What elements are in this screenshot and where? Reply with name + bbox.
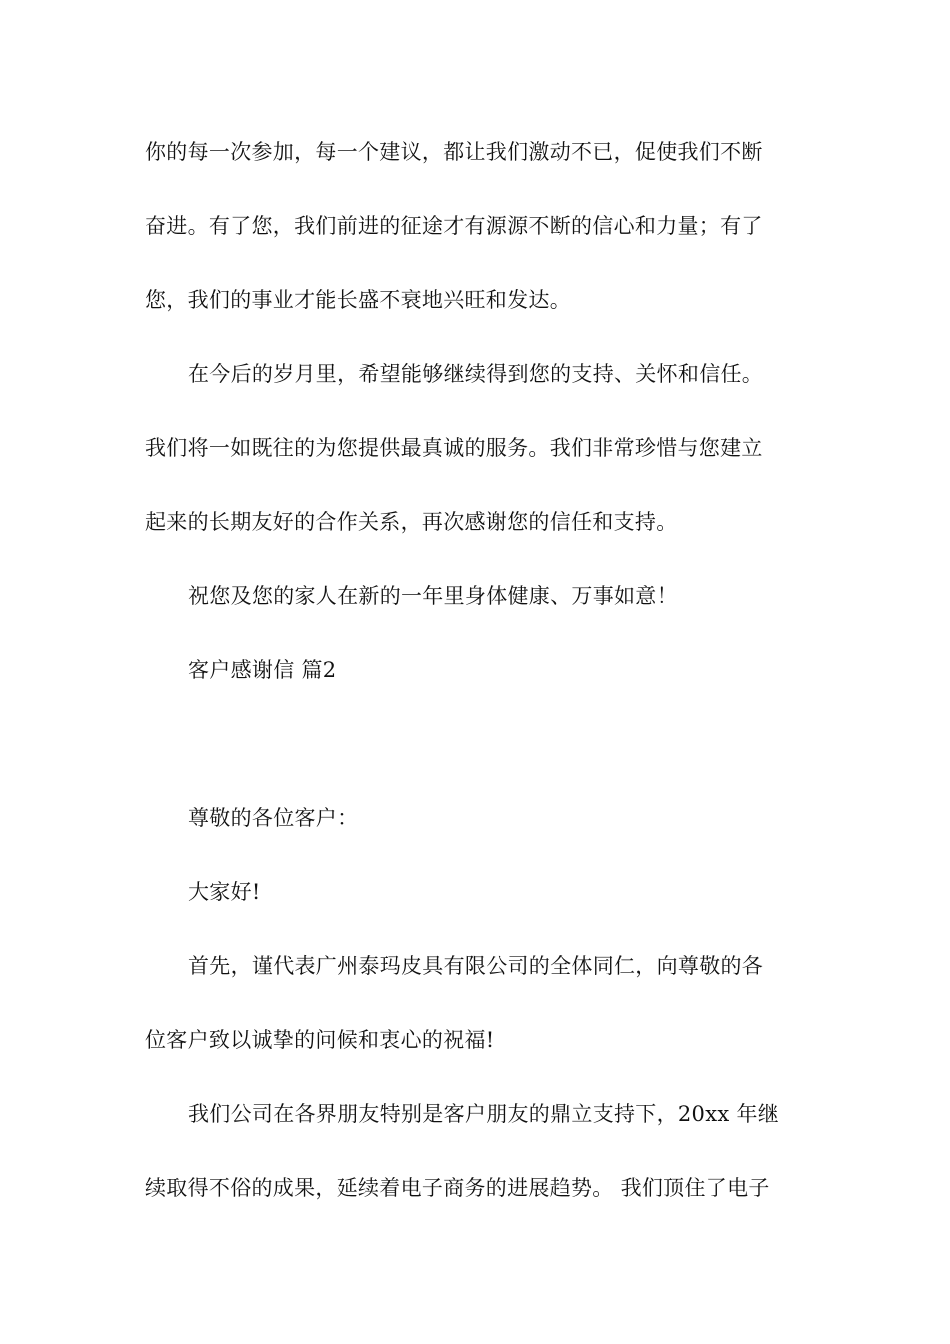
salutation: 尊敬的各位客户：: [188, 806, 359, 830]
paragraph-line: 您，我们的事业才能长盛不衰地兴旺和发达。: [145, 288, 571, 312]
paragraph-line: 我们将一如既往的为您提供最真诚的服务。我们非常珍惜与您建立: [145, 436, 763, 460]
paragraph-line: 起来的长期友好的合作关系，再次感谢您的信任和支持。: [145, 510, 678, 534]
paragraph-line: 奋进。有了您，我们前进的征途才有源源不断的信心和力量；有了: [145, 214, 763, 238]
paragraph-line: 位客户致以诚挚的问候和衷心的祝福!: [145, 1028, 495, 1052]
paragraph-line: 我们公司在各界朋友特别是客户朋友的鼎立支持下，20xx 年继: [188, 1102, 780, 1126]
paragraph-line: 首先，谨代表广州泰玛皮具有限公司的全体同仁，向尊敬的各: [188, 954, 764, 978]
paragraph-line: 在今后的岁月里，希望能够继续得到您的支持、关怀和信任。: [188, 362, 764, 386]
section-heading: 客户感谢信 篇2: [188, 658, 337, 682]
paragraph-line: 你的每一次参加，每一个建议，都让我们激动不已，促使我们不断: [145, 140, 763, 164]
paragraph-line: 续取得不俗的成果，延续着电子商务的进展趋势。 我们顶住了电子: [145, 1176, 770, 1200]
closing-wish: 祝您及您的家人在新的一年里身体健康、万事如意！: [188, 584, 678, 608]
greeting: 大家好!: [188, 880, 261, 904]
